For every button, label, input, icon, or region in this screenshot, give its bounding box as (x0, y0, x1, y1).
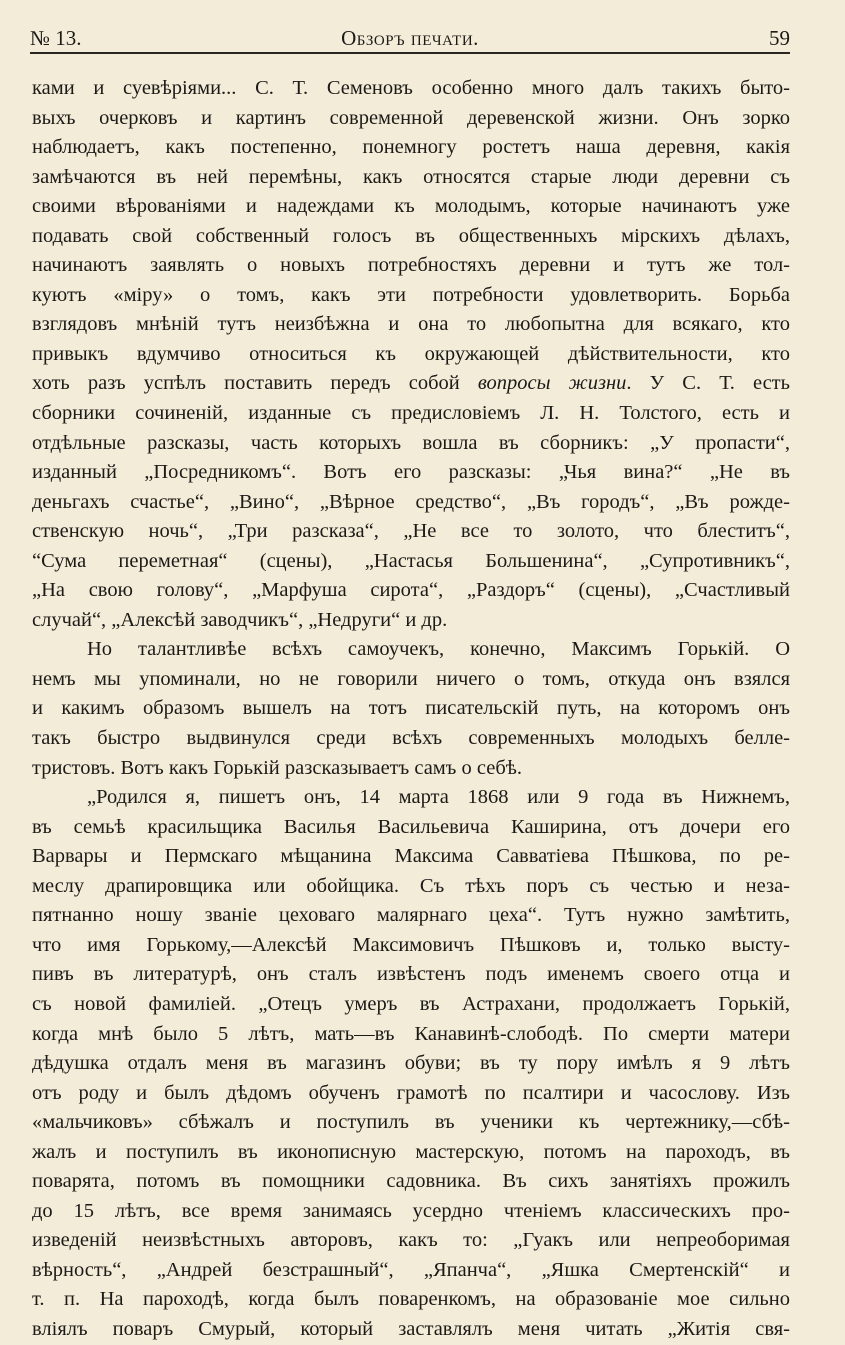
section-title: Обзоръ печати. (341, 26, 479, 50)
running-header (30, 22, 790, 54)
text-line: своими вѣрованіями и надеждами къ молодымъ, которые начинаютъ уже (32, 195, 790, 218)
text-line: пивъ въ литературѣ, онъ сталъ извѣстенъ подъ именемъ своего отца и (32, 963, 790, 986)
text-line: изведеній неизвѣстныхъ авторовъ, какъ то: „Гуакъ или непреоборимая (32, 1229, 790, 1252)
issue-number: № 13. (30, 26, 82, 50)
text-line: подавать свой собственный голосъ въ общественныхъ мірскихъ дѣлахъ, (32, 224, 790, 247)
text-line: привыкъ вдумчиво относиться къ окружающей дѣйствительности, кто (32, 342, 790, 365)
text-line: т. п. На пароходѣ, когда былъ поваренкомъ, на образованіе мое сильно (32, 1288, 790, 1311)
page-number: 59 (769, 26, 790, 50)
text-line: вліялъ поваръ Смурый, который заставлялъ меня читать „Житія свя- (32, 1317, 790, 1340)
text-line: ками и суевѣріями... С. Т. Семеновъ особенно много далъ такихъ быто- (32, 77, 790, 99)
text-line: пятнанно ношу званіе цеховаго малярнаго цеха“. Тутъ нужно замѣтить, (32, 904, 790, 927)
text-line: немъ мы упоминали, но не говорили ничего о томъ, откуда онъ взялся (32, 667, 790, 690)
text-line: деньгахъ счастье“, „Вино“, „Вѣрное средство“, „Въ городъ“, „Въ рожде- (32, 490, 790, 513)
text-line: „На свою голову“, „Марфуша сирота“, „Раздоръ“ (сцены), „Счастливый (32, 579, 790, 602)
text-line: съ новой фамиліей. „Отецъ умеръ въ Астрахани, продолжаетъ Горькій, (32, 992, 790, 1015)
text-line: изданный „Посредникомъ“. Вотъ его разсказы: „Чья вина?“ „Не въ (32, 461, 790, 484)
text-line: меслу драпировщика или обойщика. Съ тѣхъ поръ съ честью и неза- (32, 874, 790, 897)
text-line: хоть разъ успѣлъ поставить передъ собой вопросы жизни. У С. Т. есть (32, 372, 790, 395)
text-line: до 15 лѣтъ, все время занимаясь усердно чтеніемъ классическихъ про- (32, 1199, 790, 1222)
text-line: поварята, потомъ въ помощники садовника. Въ сихъ занятіяхъ прожилъ (32, 1170, 790, 1193)
text-line: выхъ очерковъ и картинъ современной деревенской жизни. Онъ зорко (32, 106, 790, 129)
text-line: наблюдаетъ, какъ постепенно, понемногу ростетъ наша деревня, какія (32, 136, 790, 159)
text-line: дѣдушка отдалъ меня въ магазинъ обуви; въ ту пору имѣлъ я 9 лѣтъ (32, 1052, 790, 1075)
text-line: замѣчаются въ ней перемѣны, какъ относятся старые люди деревни съ (32, 165, 790, 188)
text-line: и какимъ образомъ вышелъ на тотъ писательскій путь, на которомъ онъ (32, 697, 790, 720)
text-line: куютъ «міру» о томъ, какъ эти потребности удовлетворить. Борьба (32, 283, 790, 306)
text-line: случай“, „Алексѣй заводчикъ“, „Недруги“ и др. (32, 608, 448, 631)
text-line: «мальчиковъ» сбѣжалъ и поступилъ въ ученики къ чертежнику,—сбѣ- (32, 1111, 790, 1134)
text-line: тристовъ. Вотъ какъ Горькій разсказываетъ самъ о себѣ. (32, 756, 523, 779)
text-line: Но талантливѣе всѣхъ самоучекъ, конечно, Максимъ Горькій. О (87, 638, 790, 661)
text-line: „Родился я, пишетъ онъ, 14 марта 1868 или 9 года въ Нижнемъ, (87, 786, 790, 809)
text-line: что имя Горькому,—Алексѣй Максимовичъ Пѣшковъ и, только высту- (32, 933, 790, 956)
text-line: взглядовъ мнѣній тутъ неизбѣжна и она то любопытна для всякаго, кто (32, 313, 790, 336)
text-line: начинаютъ заявлять о новыхъ потребностяхъ деревни и тутъ же тол- (32, 254, 790, 277)
article-body (32, 74, 790, 1345)
text-line: вѣрность“, „Андрей безстрашный“, „Япанча“, „Яшка Смертенскій“ и (32, 1258, 790, 1281)
text-line: “Сума переметная“ (сцены), „Настасья Большенина“, „Супротивникъ“, (32, 549, 790, 572)
text-line: сборники сочиненій, изданные съ предисловіемъ Л. Н. Толстого, есть и (32, 402, 790, 425)
emphasis-text: вопросы жизни (477, 372, 627, 395)
text-line: отдѣльные разсказы, часть которыхъ вошла въ сборникъ: „У пропасти“, (32, 431, 790, 454)
text-line: отъ роду и былъ дѣдомъ обученъ грамотѣ по псалтири и часослову. Изъ (32, 1081, 790, 1104)
text-line: такъ быстро выдвинулся среди всѣхъ современныхъ молодыхъ белле- (32, 727, 790, 750)
text-line: ственскую ночь“, „Три разсказа“, „Не все то золото, что блеститъ“, (32, 520, 790, 543)
text-line: когда мнѣ было 5 лѣтъ, мать—въ Канавинѣ-слободѣ. По смерти матери (32, 1022, 790, 1045)
text-line: Варвары и Пермскаго мѣщанина Максима Савватіева Пѣшкова, по ре- (32, 845, 790, 868)
text-line: въ семьѣ красильщика Василья Васильевича Каширина, отъ дочери его (32, 815, 790, 838)
text-line: жалъ и поступилъ въ иконописную мастерскую, потомъ на пароходъ, въ (32, 1140, 790, 1163)
